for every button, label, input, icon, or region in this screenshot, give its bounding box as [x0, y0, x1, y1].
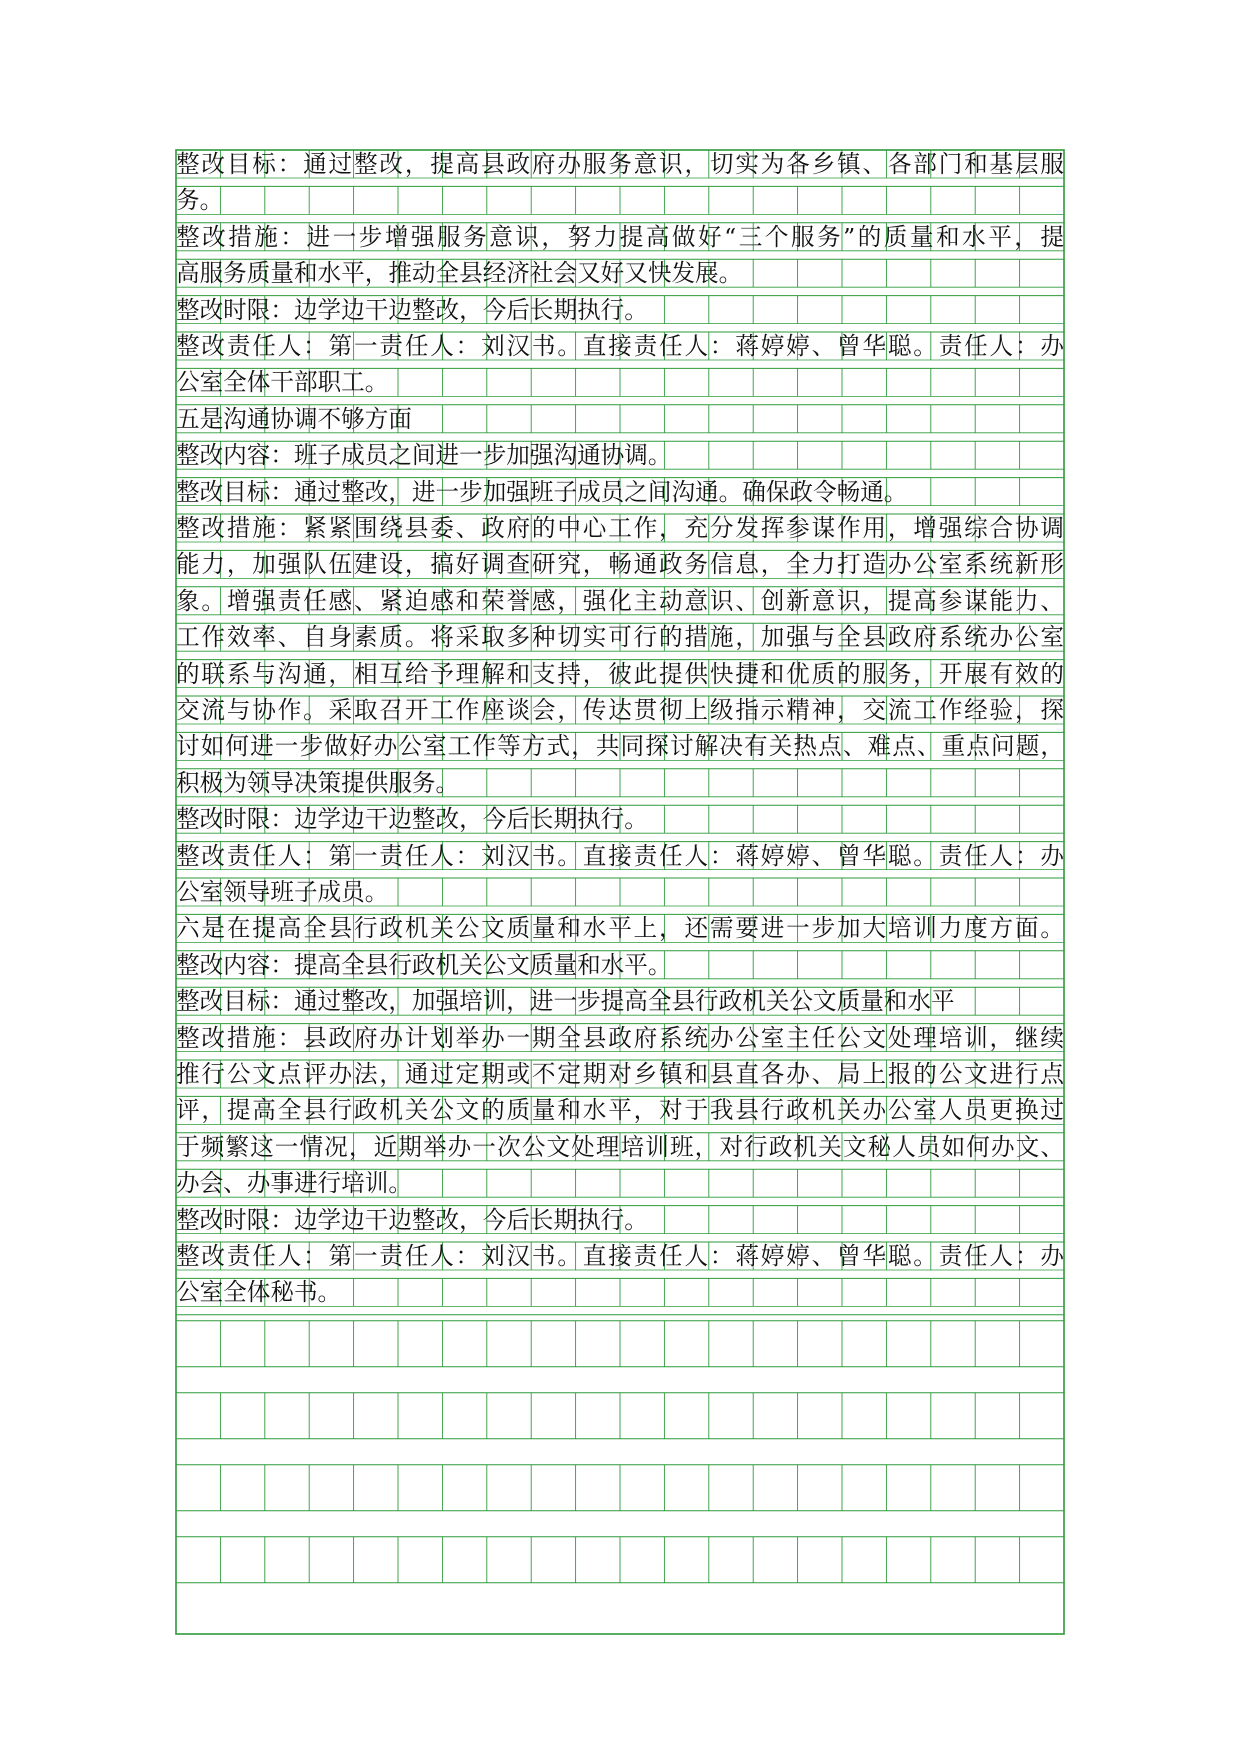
text-line: 公室全体秘书。 — [176, 1278, 342, 1307]
text-line: 推行公文点评办法，通过定期或不定期对乡镇和县直各办、局上报的公文进行点 — [176, 1060, 1064, 1088]
text-line: 讨如何进一步做好办公室工作等方式，共同探讨解决有关热点、难点、重点问题， — [176, 732, 1064, 761]
text-line: 象。增强责任感、紧迫感和荣誉感，强化主动意识、创新意识，提高参谋能力、 — [176, 586, 1064, 615]
text-line: 公室领导班子成员。 — [176, 878, 389, 906]
text-line: 整改时限：边学边干边整改，今后长期执行。 — [176, 1205, 648, 1234]
text-line: 整改措施：进一步增强服务意识，努力提高做好“三个服务”的质量和水平，提 — [176, 222, 1064, 251]
text-line: 整改措施：县政府办计划举办一期全县政府系统办公室主任公文处理培训，继续 — [176, 1023, 1064, 1052]
text-line: 整改时限：边学边干边整改，今后长期执行。 — [176, 805, 648, 834]
text-line: 评，提高全县行政机关公文的质量和水平，对于我县行政机关办公室人员更换过 — [176, 1096, 1064, 1125]
text-line: 整改目标：通过整改，进一步加强班子成员之间沟通。确保政令畅通。 — [176, 477, 908, 506]
text-line: 整改内容：提高全县行政机关公文质量和水平。 — [176, 950, 672, 979]
text-line: 整改内容：班子成员之间进一步加强沟通协调。 — [176, 441, 672, 470]
text-line: 整改目标：通过整改，提高县政府办服务意识，切实为各乡镇、各部门和基层服 — [176, 150, 1064, 178]
section-heading: 五是沟通协调不够方面 — [176, 404, 412, 433]
text-line: 整改责任人：第一责任人：刘汉书。直接责任人：蒋婷婷、曾华聪。责任人：办 — [176, 332, 1064, 360]
text-line: 整改时限：边学边干边整改，今后长期执行。 — [176, 295, 648, 324]
text-line: 整改责任人：第一责任人：刘汉书。直接责任人：蒋婷婷、曾华聪。责任人：办 — [176, 1242, 1064, 1270]
text-line: 整改目标：通过整改，加强培训，进一步提高全县行政机关公文质量和水平 — [176, 987, 955, 1016]
text-line: 办会、办事进行培训。 — [176, 1169, 412, 1198]
text-line: 整改责任人：第一责任人：刘汉书。直接责任人：蒋婷婷、曾华聪。责任人：办 — [176, 841, 1064, 870]
text-line: 交流与协作。采取召开工作座谈会，传达贯彻上级指示精神，交流工作经验，探 — [176, 696, 1064, 724]
text-line: 务。 — [176, 186, 224, 215]
text-line: 于频繁这一情况，近期举办一次公文处理培训班，对行政机关文秘人员如何办文、 — [176, 1132, 1064, 1161]
text-line: 高服务质量和水平，推动全县经济社会又好又快发展。 — [176, 259, 743, 288]
text-line: 能力，加强队伍建设，搞好调查研究，畅通政务信息，全力打造办公室系统新形 — [176, 550, 1064, 579]
text-line: 公室全体干部职工。 — [176, 368, 389, 397]
text-line: 工作效率、自身素质。将采取多种切实可行的措施，加强与全县政府系统办公室 — [176, 623, 1064, 652]
section-heading: 六是在提高全县行政机关公文质量和水平上，还需要进一步加大培训力度方面。 — [176, 914, 1064, 943]
text-line: 的联系与沟通，相互给予理解和支持，彼此提供快捷和优质的服务，开展有效的 — [176, 659, 1064, 688]
text-line: 整改措施：紧紧围绕县委、政府的中心工作，充分发挥参谋作用，增强综合协调 — [176, 514, 1064, 542]
text-line: 积极为领导决策提供服务。 — [176, 768, 460, 797]
